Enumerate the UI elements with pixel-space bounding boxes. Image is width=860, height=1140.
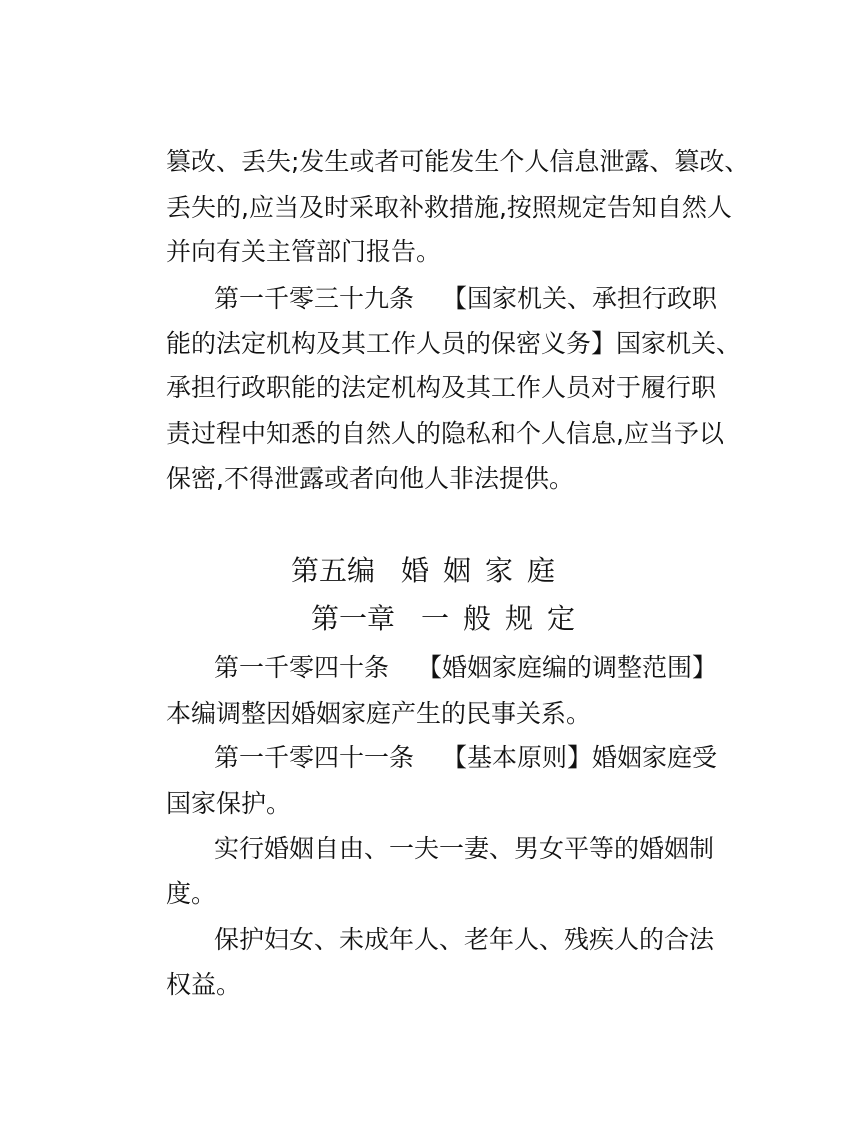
article-title: 【基本原则】婚姻家庭受 <box>442 743 718 772</box>
text-line: 保密,不得泄露或者向他人非法提供。 <box>166 464 574 493</box>
article-1039-heading <box>214 283 717 315</box>
chapter-name: 一般规定 <box>421 602 590 635</box>
text-line: 责过程中知悉的自然人的隐私和个人信息,应当予以 <box>166 419 724 448</box>
article-1040-heading <box>214 652 717 684</box>
article-number: 第一千零四十一条 <box>214 743 415 772</box>
text-line: 权益。 <box>166 970 242 999</box>
text-line: 实行婚姻自由、一夫一妻、男女平等的婚姻制 <box>214 834 715 863</box>
part-number: 第五编 <box>290 554 375 587</box>
article-number: 第一千零四十条 <box>214 653 390 682</box>
article-title: 【国家机关、承担行政职 <box>442 284 718 313</box>
text-line: 国家保护。 <box>166 789 292 818</box>
article-1041-heading <box>214 742 717 774</box>
chapter-number: 第一章 <box>310 602 395 635</box>
chapter-heading <box>0 601 860 637</box>
part-heading <box>0 553 860 589</box>
text-line: 度。 <box>166 879 217 908</box>
text-line: 丢失的,应当及时采取补救措施,按照规定告知自然人 <box>166 193 732 222</box>
article-number: 第一千零三十九条 <box>214 284 415 313</box>
article-title: 【婚姻家庭编的调整范围】 <box>417 653 718 682</box>
text-line: 能的法定机构及其工作人员的保密义务】国家机关、 <box>166 329 742 358</box>
text-line: 并向有关主管部门报告。 <box>166 237 442 266</box>
text-line: 本编调整因婚姻家庭产生的民事关系。 <box>166 699 592 728</box>
part-name: 婚姻家庭 <box>401 554 570 587</box>
text-line: 承担行政职能的法定机构及其工作人员对于履行职 <box>166 373 717 402</box>
text-line: 篡改、丢失;发生或者可能发生个人信息泄露、篡改、 <box>166 147 750 176</box>
text-line: 保护妇女、未成年人、老年人、残疾人的合法 <box>214 925 715 954</box>
